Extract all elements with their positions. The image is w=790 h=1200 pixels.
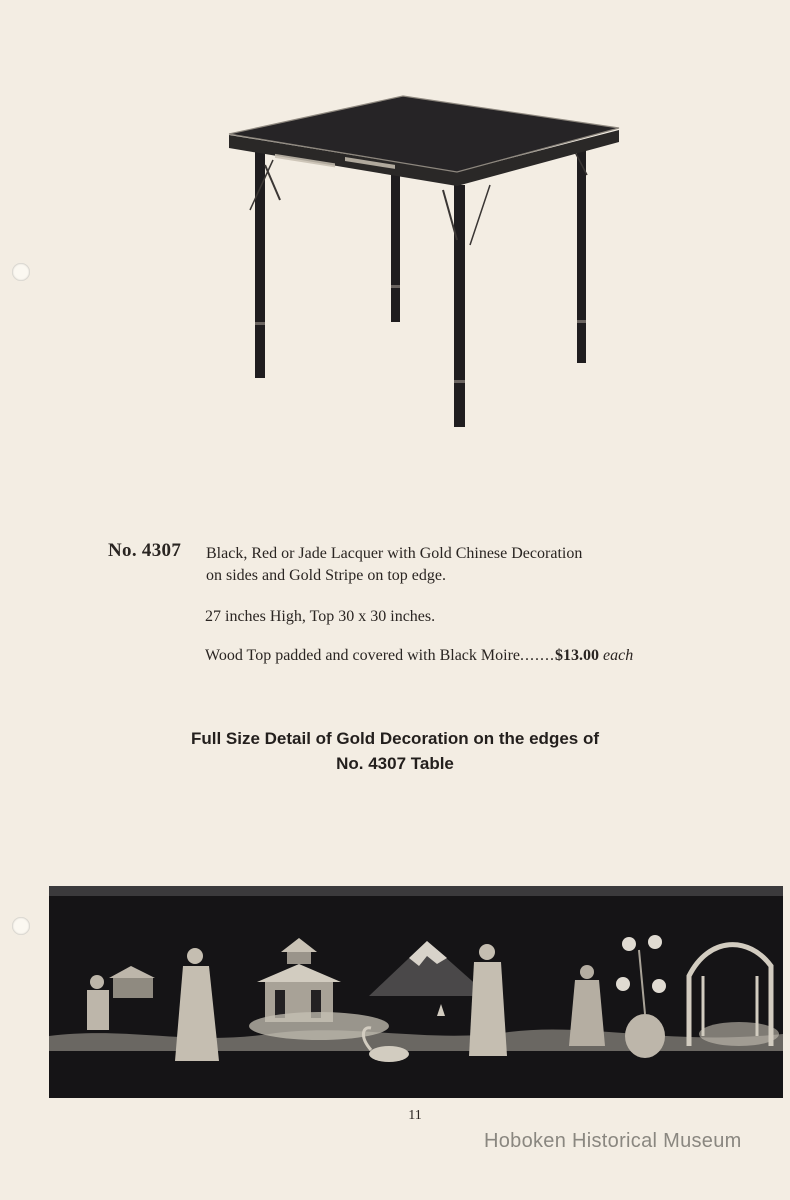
dimensions-text: 27 inches High, Top 30 x 30 inches. [205,608,436,625]
description-line-2: on sides and Gold Stripe on top edge. [206,567,446,584]
museum-watermark: Hoboken Historical Museum [484,1130,742,1152]
top-description: Wood Top padded and covered with Black Moire [205,647,520,664]
card-table-illustration [225,90,625,435]
price-unit: each [603,647,634,664]
page-number: 11 [408,1108,422,1123]
price-value: $13.00 [555,647,599,664]
gold-decoration-detail-image [49,886,783,1098]
table-top [229,96,619,172]
model-number: No. 4307 [108,540,182,561]
price-leader: ....... [520,647,555,664]
price-line [205,645,633,667]
folding-brace [265,165,280,200]
punch-hole-bottom [12,917,30,935]
table-leg-back-right [577,148,586,363]
table-leg-back-left [391,170,400,322]
detail-heading-line-2: No. 4307 Table [336,754,454,773]
punch-hole-top [12,263,30,281]
description-line-1: Black, Red or Jade Lacquer with Gold Chinese Decoration [206,545,583,562]
table-leg-front-left [255,150,265,378]
detail-heading [120,726,670,776]
table-leg-front-right [454,185,465,427]
detail-heading-line-1: Full Size Detail of Gold Decoration on the edges of [190,729,600,748]
